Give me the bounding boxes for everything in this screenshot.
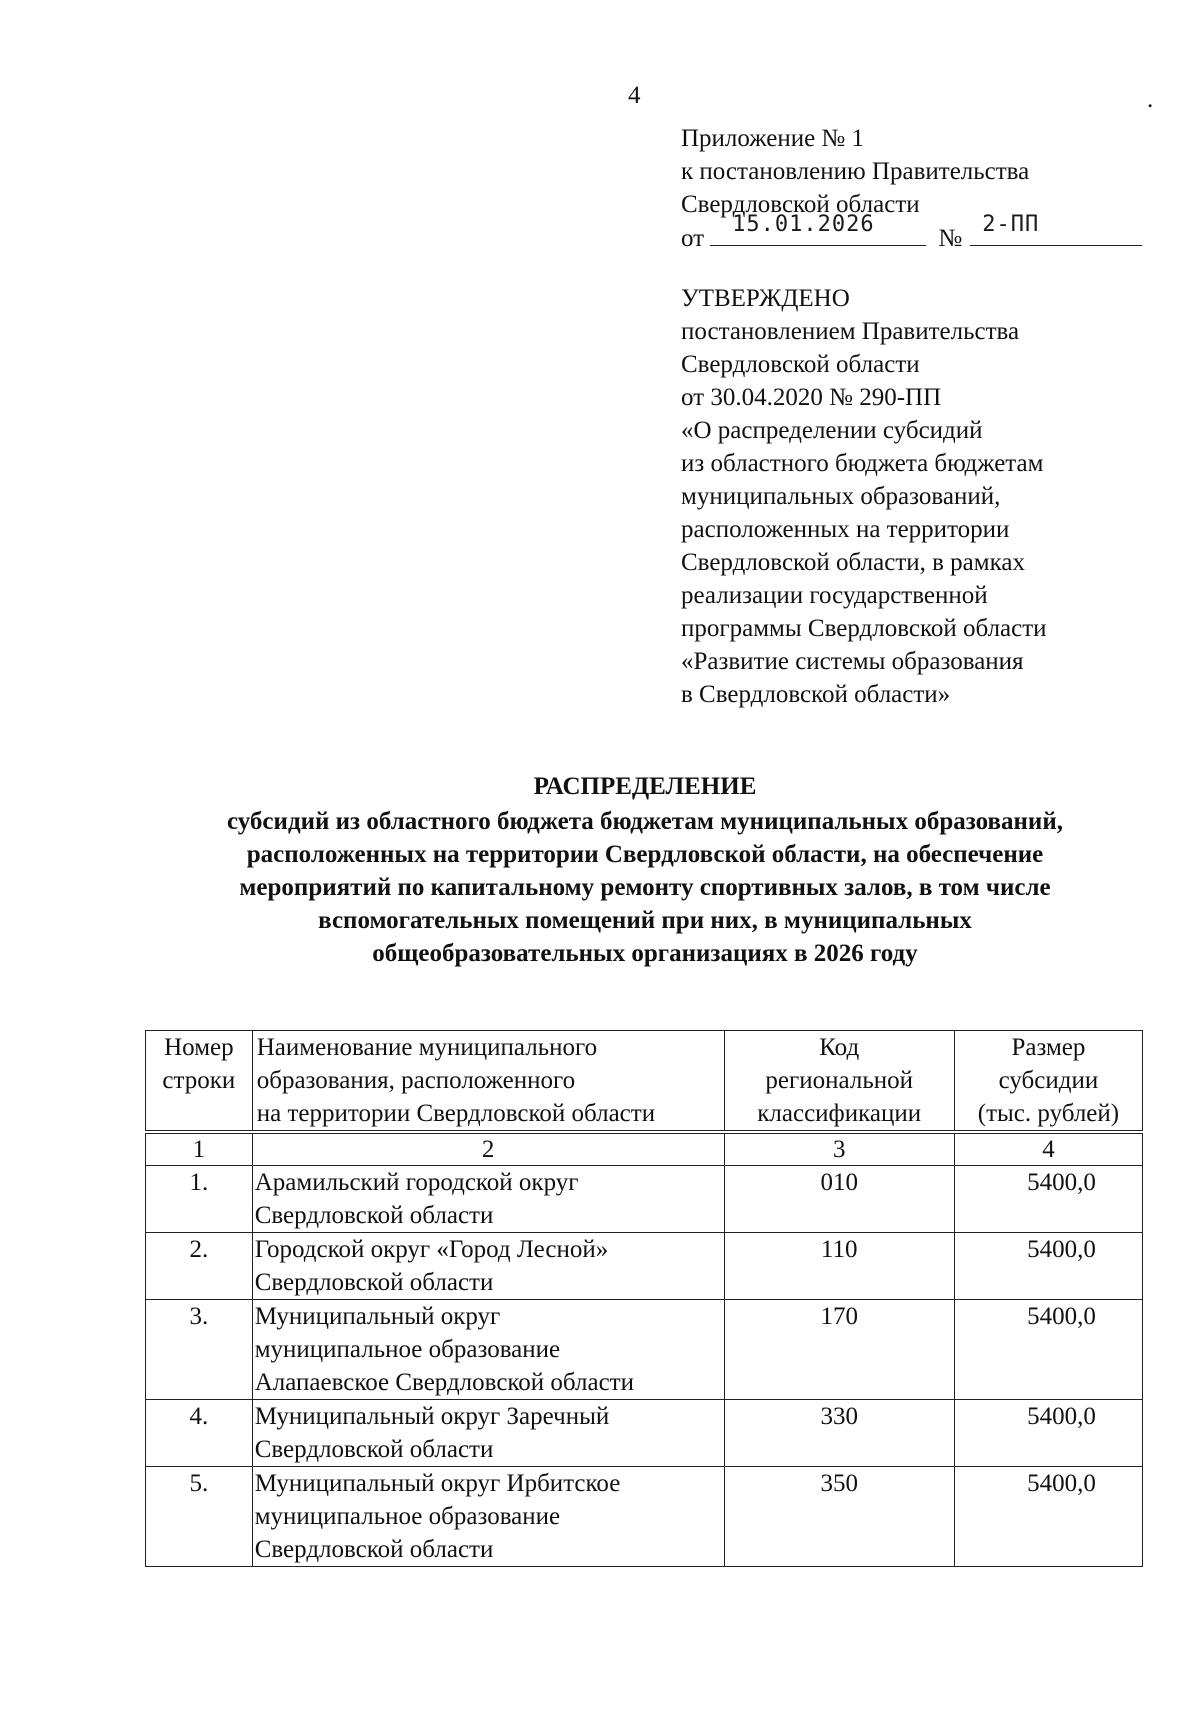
approved-heading: УТВЕРЖДЕНО bbox=[681, 285, 850, 312]
number-value: 2-ПП bbox=[982, 212, 1040, 237]
title-line: вспомогательных помещений при них, в муниципальных bbox=[318, 907, 972, 934]
number-fill-line bbox=[970, 212, 1142, 246]
distribution-table bbox=[145, 1030, 1143, 1567]
region-code: 010 bbox=[724, 1166, 954, 1233]
municipality-name: Арамильский городской округ Свердловской области bbox=[252, 1166, 724, 1233]
approved-line: Свердловской области bbox=[681, 351, 920, 378]
region-code: 170 bbox=[724, 1300, 954, 1400]
date-prefix: от bbox=[681, 225, 705, 252]
column-number: 3 bbox=[724, 1132, 954, 1166]
subsidy-amount: 5400,0 bbox=[954, 1233, 1142, 1300]
table-header-row bbox=[146, 1031, 1143, 1133]
subsidy-amount: 5400,0 bbox=[954, 1166, 1142, 1233]
table-row bbox=[146, 1400, 1143, 1467]
approved-line: Свердловской области, в рамках bbox=[681, 549, 1025, 576]
header-municipality-name: Наименование муниципального образования, расположенного на территории Свердловской области bbox=[252, 1031, 724, 1133]
row-number: 5. bbox=[146, 1467, 253, 1567]
approved-line: постановлением Правительства bbox=[681, 318, 1020, 345]
approved-line: из областного бюджета бюджетам bbox=[681, 450, 1044, 477]
header-region-code: Код региональной классификации bbox=[724, 1031, 954, 1133]
approved-line: программы Свердловской области bbox=[681, 615, 1047, 642]
approved-line: «Развитие системы образования bbox=[681, 648, 1024, 675]
appendix-block bbox=[681, 122, 1142, 255]
title-line: расположенных на территории Свердловской области, на обеспечение bbox=[246, 841, 1044, 868]
region-code: 330 bbox=[724, 1400, 954, 1467]
approved-block bbox=[681, 282, 1047, 711]
row-number: 3. bbox=[146, 1300, 253, 1400]
corner-mark: . bbox=[1147, 86, 1154, 113]
region-code: 350 bbox=[724, 1467, 954, 1567]
column-number: 1 bbox=[146, 1132, 253, 1166]
document-title bbox=[100, 770, 1190, 970]
approved-line: «О распределении субсидий bbox=[681, 417, 983, 444]
title-line: мероприятий по капитальному ремонту спортивных залов, в том числе bbox=[239, 874, 1051, 901]
appendix-resolution: к постановлению Правительства bbox=[681, 158, 1030, 185]
table-row bbox=[146, 1467, 1143, 1567]
number-prefix: № bbox=[938, 225, 963, 252]
row-number: 4. bbox=[146, 1400, 253, 1467]
appendix-region: Свердловской области bbox=[681, 191, 920, 218]
approved-line: в Свердловской области» bbox=[681, 681, 951, 708]
title-main: РАСПРЕДЕЛЕНИЕ bbox=[533, 773, 757, 800]
appendix-title: Приложение № 1 bbox=[681, 125, 865, 152]
title-line: субсидий из областного бюджета бюджетам муниципальных образований, bbox=[227, 808, 1063, 835]
subsidy-amount: 5400,0 bbox=[954, 1300, 1142, 1400]
municipality-name: Муниципальный округ Ирбитское муниципальное образование Свердловской области bbox=[252, 1467, 724, 1567]
municipality-name: Муниципальный округ Заречный Свердловской области bbox=[252, 1400, 724, 1467]
approved-line: реализации государственной bbox=[681, 582, 988, 609]
approved-line: расположенных на территории bbox=[681, 516, 1010, 543]
subsidy-amount: 5400,0 bbox=[954, 1400, 1142, 1467]
row-number: 1. bbox=[146, 1166, 253, 1233]
municipality-name: Городской округ «Город Лесной» Свердловской области bbox=[252, 1233, 724, 1300]
table-row bbox=[146, 1300, 1143, 1400]
date-fill-line bbox=[710, 212, 926, 246]
date-value: 15.01.2026 bbox=[732, 212, 875, 237]
column-number-row bbox=[146, 1132, 1143, 1166]
appendix-date-line bbox=[681, 212, 1142, 252]
header-row-number: Номер строки bbox=[146, 1031, 253, 1133]
table-row bbox=[146, 1233, 1143, 1300]
header-subsidy-amount: Размер субсидии (тыс. рублей) bbox=[954, 1031, 1142, 1133]
column-number: 4 bbox=[954, 1132, 1142, 1166]
subsidy-amount: 5400,0 bbox=[954, 1467, 1142, 1567]
approved-line: муниципальных образований, bbox=[681, 483, 1001, 510]
column-number: 2 bbox=[252, 1132, 724, 1166]
approved-line: от 30.04.2020 № 290-ПП bbox=[681, 384, 942, 411]
municipality-name: Муниципальный округ муниципальное образование Алапаевское Свердловской области bbox=[252, 1300, 724, 1400]
page-number: 4 bbox=[628, 82, 641, 109]
title-line: общеобразовательных организациях в 2026 году bbox=[372, 940, 918, 967]
row-number: 2. bbox=[146, 1233, 253, 1300]
region-code: 110 bbox=[724, 1233, 954, 1300]
table-row bbox=[146, 1166, 1143, 1233]
